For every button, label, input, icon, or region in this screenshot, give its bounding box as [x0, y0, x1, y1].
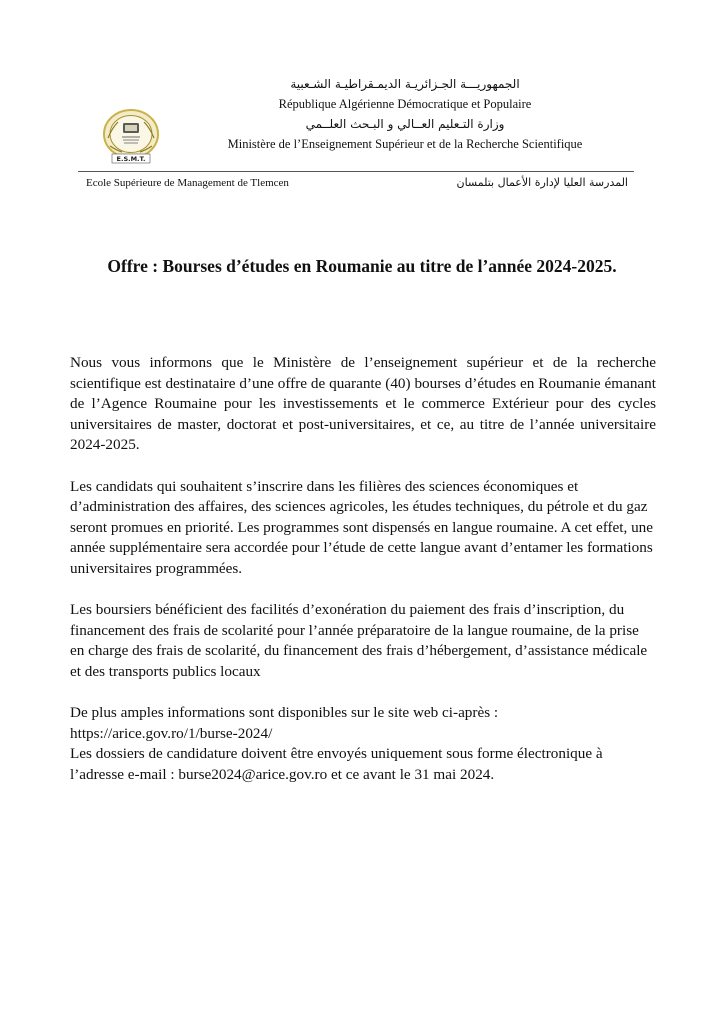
website-link[interactable]: https://arice.gov.ro/1/burse-2024/: [70, 724, 273, 742]
school-name-arabic: المدرسة العليا لإدارة الأعمال بتلمسان: [456, 176, 628, 189]
document-body: [70, 353, 656, 806]
school-name-french: Ecole Supérieure de Management de Tlemcen: [86, 177, 289, 189]
ministry-name-arabic: وزارة التـعليم العــالي و البـحث العلــمي: [305, 117, 505, 131]
info-line: De plus amples informations sont disponibles sur le site web ci-après :: [70, 704, 499, 722]
ministry-name-french: Ministère de l’Enseignement Supérieur et de la Recherche Scientifique: [227, 137, 583, 151]
republic-name-french: République Algérienne Démocratique et Populaire: [278, 97, 532, 111]
header-divider: [78, 171, 634, 172]
submission-instructions: Les dossiers de candidature doivent être envoyés uniquement sous forme électronique à l’adresse e-mail : burse2024@arice.gov.ro et ce avant le 31 mai 2024.: [70, 745, 603, 783]
paragraph-offer: Nous vous informons que le Ministère de l’enseignement supérieur et de la recherche scientifique est destinataire d’une offre de quarante (40) bourses d’études en Roumanie émanant de l’Agence Roumaine pour les investissements et le commerce Extérieur pour des cycles universitaires de master, doctorat et post-universitaires, et ce, au titre de l’année universitaire 2024-2025.: [70, 354, 656, 454]
letterhead: [0, 0, 724, 200]
republic-name-arabic: الجمهوريـــة الجـزائريـة الديمـقراطيـة الشـعبية: [290, 77, 520, 91]
logo-label: E.S.M.T.: [116, 155, 146, 163]
letterhead-titles: [170, 74, 640, 154]
page-title: Offre : Bourses d’études en Roumanie au titre de l’année 2024-2025.: [107, 256, 617, 276]
school-logo-icon: [98, 108, 164, 164]
paragraph-priority: Les candidats qui souhaitent s’inscrire dans les filières des sciences économiques et d’administration des affaires, des sciences agricoles, les études techniques, du pétrole et du gaz seront promues en priorité. Les programmes sont dispensés en langue roumaine. A cet effet, une année supplémentaire sera accordée pour l’étude de cette langue avant d’entamer les formations universitaires programmées.: [70, 477, 654, 577]
contact-block: [70, 703, 656, 785]
paragraph-benefits: Les boursiers bénéficient des facilités d’exonération du paiement des frais d’inscription, du financement des frais de scolarité pour l’année préparatoire de la langue roumaine, de la prise en charge des frais de scolarité, du financement des frais d’hébergement, d’assistance médicale et des transports publics locaux: [70, 601, 648, 680]
